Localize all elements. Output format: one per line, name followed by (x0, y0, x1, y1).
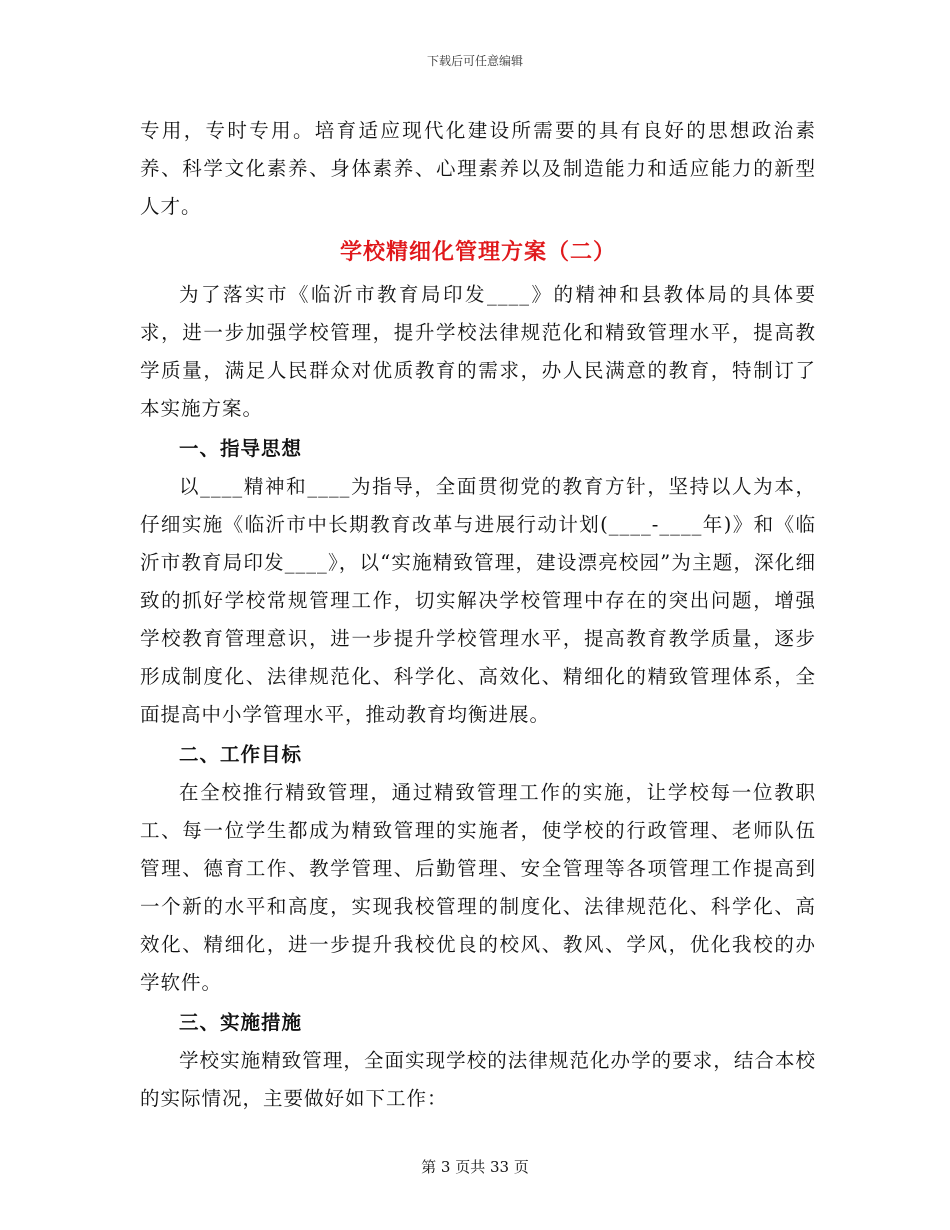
paragraph-guiding-ideology: 以____精神和____为指导，全面贯彻党的教育方针，坚持以人为本，仔细实施《临沂市中长期教育改革与进展行动计划(____-____年)》和《临沂市教育局印发____》，以“实施精致管理，建设漂亮校园”为主题，深化细致的抓好学校常规管理工作，切实解决学校管理中存在的突出问题，增强学校教育管理意识，进一步提升学校管理水平，提高教育教学质量，逐步形成制度化、法律规范化、科学化、高效化、精细化的精致管理体系，全面提高中小学管理水平，推动教育均衡进展。 (140, 475, 816, 726)
heading-implementation-measures: 三、实施措施 (179, 1011, 303, 1034)
heading-guiding-ideology: 一、指导思想 (179, 437, 303, 460)
paragraph-intro: 为了落实市《临沂市教育局印发____》的精神和县教体局的具体要求，进一步加强学校管理，提升学校法律规范化和精致管理水平，提高教学质量，满足人民群众对优质教育的需求，办人民满意的教育，特制订了本实施方案。 (140, 283, 816, 420)
document-title: 学校精细化管理方案（二） (339, 240, 616, 265)
intro-tail-paragraph: 专用，专时专用。培育适应现代化建设所需要的具有良好的思想政治素养、科学文化素养、身体素养、心理素养以及制造能力和适应能力的新型人才。 (140, 119, 816, 218)
heading-work-goals: 二、工作目标 (179, 743, 303, 766)
paragraph-implementation-measures: 学校实施精致管理，全面实现学校的法律规范化办学的要求，结合本校的实际情况，主要做好如下工作： (140, 1049, 816, 1110)
page-number-footer: 第 3 页共 33 页 (421, 1158, 529, 1176)
page-header-note: 下载后可任意编辑 (426, 54, 523, 68)
paragraph-work-goals: 在全校推行精致管理，通过精致管理工作的实施，让学校每一位教职工、每一位学生都成为精致管理的实施者，使学校的行政管理、老师队伍管理、德育工作、教学管理、后勤管理、安全管理等各项管理工作提高到一个新的水平和高度，实现我校管理的制度化、法律规范化、科学化、高效化、精细化，进一步提升我校优良的校风、教风、学风，优化我校的办学软件。 (140, 781, 816, 994)
document-body (140, 112, 816, 1118)
